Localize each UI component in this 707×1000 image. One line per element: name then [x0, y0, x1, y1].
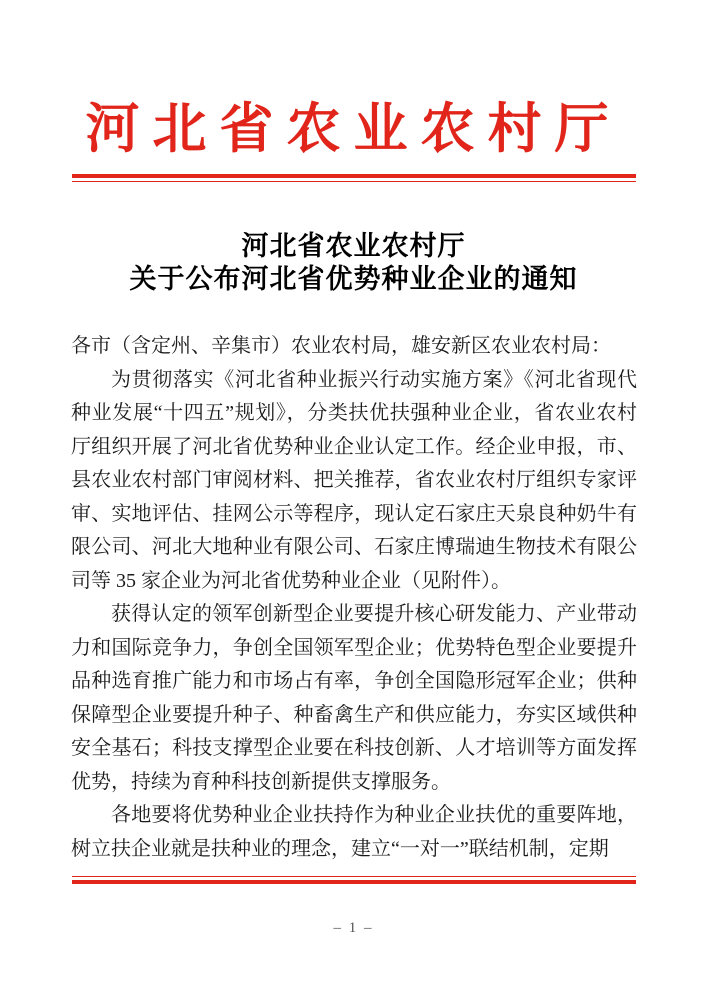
- page-number: – 1 –: [333, 920, 374, 936]
- header-red-rule-thick: [72, 174, 636, 178]
- document-title-line1: 河北省农业农村厅: [241, 231, 466, 261]
- document-title: [0, 230, 707, 296]
- header-red-rule-thin: [72, 181, 636, 182]
- body-paragraph: 为贯彻落实《河北省种业振兴行动实施方案》《河北省现代种业发展“十四五”规划》，分类扶优扶强种业企业，省农业农村厅组织开展了河北省优势种业企业认定工作。经企业申报，市、县农业农村部门审阅材料、把关推荐，省农业农村厅组织专家评审、实地评估、挂网公示等程序，现认定石家庄天泉良种奶牛有限公司、河北大地种业有限公司、石家庄博瑞迪生物技术有限公司等 35 家企业为河北省优势种业企业（见附件）。: [71, 368, 637, 592]
- body-paragraph: 获得认定的领军创新型企业要提升核心研发能力、产业带动力和国际竞争力，争创全国领军型企业；优势特色型企业要提升品种选育推广能力和市场占有率，争创全国隐形冠军企业；供种保障型企业要提升种子、种畜禽生产和供应能力，夯实区域供种安全基石；科技支撑型企业要在科技创新、人才培训等方面发挥优势，持续为育种科技创新提供支撑服务。: [71, 603, 637, 793]
- letterhead-agency-title: 河北省农业农村厅: [85, 99, 622, 159]
- body-paragraph: 各地要将优势种业企业扶持作为种业企业扶优的重要阵地，树立扶企业就是扶种业的理念，建立“一对一”联结机制，定期: [71, 804, 637, 860]
- salutation-line: 各市（含定州、辛集市）农业农村局，雄安新区农业农村局：: [71, 335, 611, 357]
- document-body: [71, 330, 637, 874]
- footer-red-rule-thick: [72, 880, 636, 884]
- document-title-line2: 关于公布河北省优势种业企业的通知: [129, 264, 578, 294]
- footer-red-rule-thin: [72, 876, 636, 877]
